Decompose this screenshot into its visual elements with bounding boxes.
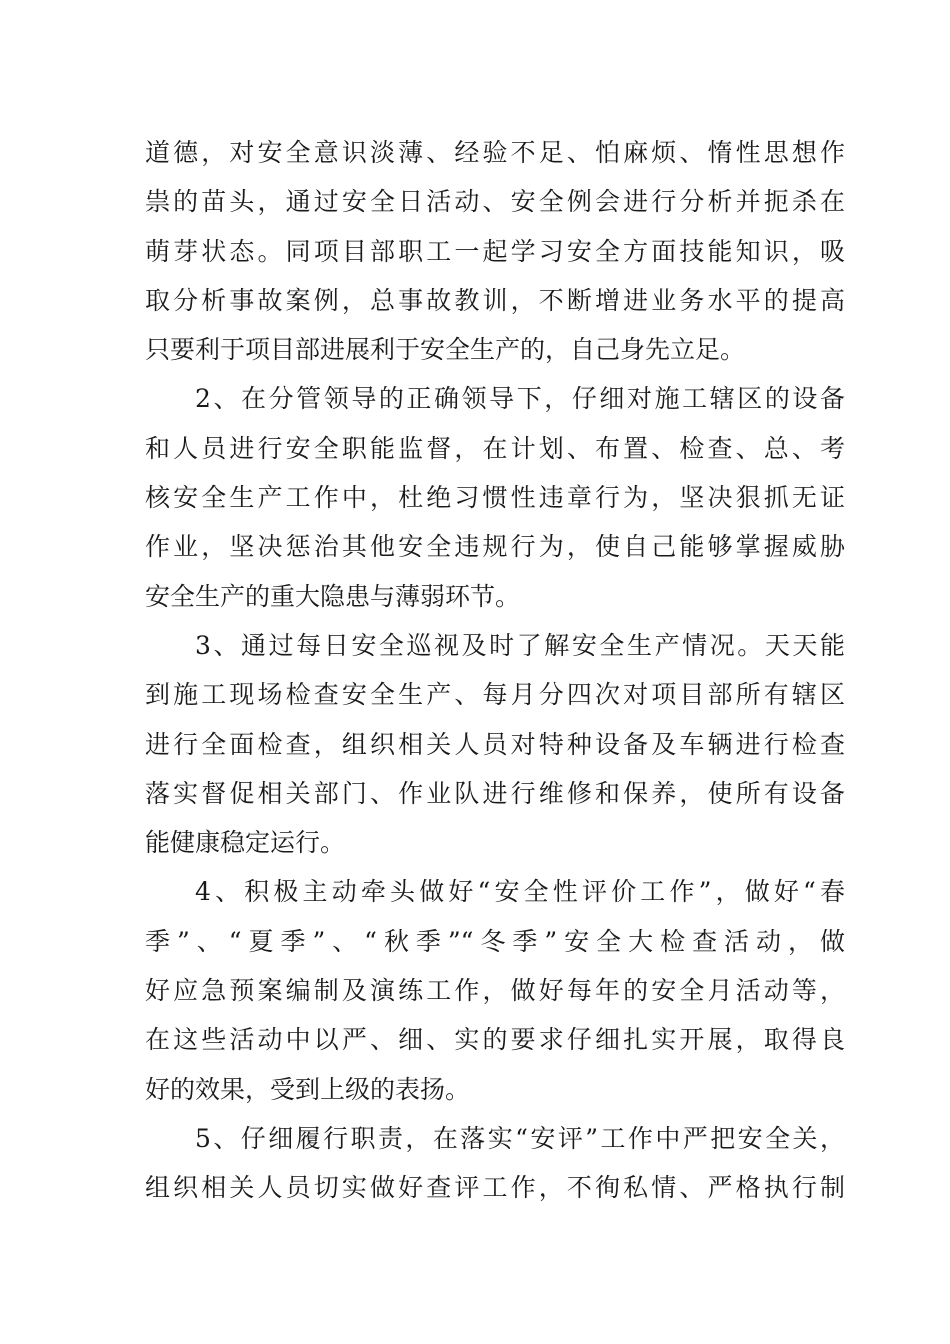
text-line: 好应急预案编制及演练工作，做好每年的安全月活动等， <box>145 976 845 1006</box>
paragraph-first-line: 4、积极主动牵头做好“安全性评价工作”，做好“春 <box>195 877 845 907</box>
text-line: 核安全生产工作中，杜绝习惯性违章行为，坚决狠抓无证 <box>145 483 845 513</box>
text-line: 好的效果，受到上级的表扬。 <box>145 1074 471 1104</box>
text-line: 道德，对安全意识淡薄、经验不足、怕麻烦、惰性思想作 <box>145 138 845 167</box>
text-line: 在这些活动中以严、细、实的要求仔细扎实开展，取得良 <box>145 1025 845 1055</box>
text-line: 能健康稳定运行。 <box>145 828 346 858</box>
body-text <box>145 128 845 1213</box>
text-line: 安全生产的重大隐患与薄弱环节。 <box>145 581 521 611</box>
text-line: 作业，坚决惩治其他安全违规行为，使自己能够掌握威胁 <box>145 532 845 562</box>
text-line: 季”、“夏季”、“秋季”“冬季”安全大检查活动，做 <box>145 926 845 956</box>
text-line: 只要利于项目部进展利于安全生产的，自己身先立足。 <box>145 335 746 365</box>
text-line: 取分析事故案例，总事故教训，不断增进业务水平的提高 <box>145 285 845 315</box>
text-line: 和人员进行安全职能监督，在计划、布置、检查、总、考 <box>145 433 845 463</box>
text-line: 进行全面检查，组织相关人员对特种设备及车辆进行检查 <box>145 729 845 759</box>
text-line: 萌芽状态。同项目部职工一起学习安全方面技能知识，吸 <box>145 236 845 266</box>
text-line: 到施工现场检查安全生产、每月分四次对项目部所有辖区 <box>145 680 845 710</box>
paragraph-first-line: 5、仔细履行职责，在落实“安评”工作中严把安全关， <box>195 1123 845 1153</box>
text-line: 组织相关人员切实做好查评工作，不徇私情、严格执行制 <box>145 1173 845 1203</box>
paragraph-first-line: 2、在分管领导的正确领导下，仔细对施工辖区的设备 <box>195 384 845 414</box>
text-line: 落实督促相关部门、作业队进行维修和保养，使所有设备 <box>145 778 845 808</box>
text-line: 祟的苗头，通过安全日活动、安全例会进行分析并扼杀在 <box>145 187 845 217</box>
paragraph-first-line: 3、通过每日安全巡视及时了解安全生产情况。天天能 <box>195 630 845 660</box>
